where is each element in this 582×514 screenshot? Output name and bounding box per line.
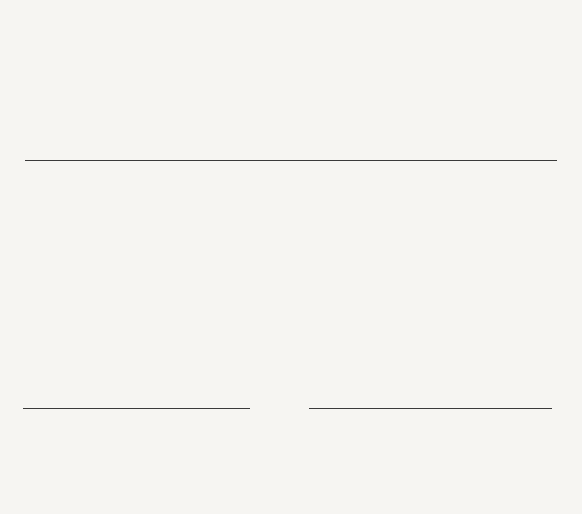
table2-divider-left	[23, 408, 250, 409]
table2-divider-right	[309, 408, 552, 409]
table1-divider	[25, 160, 557, 161]
